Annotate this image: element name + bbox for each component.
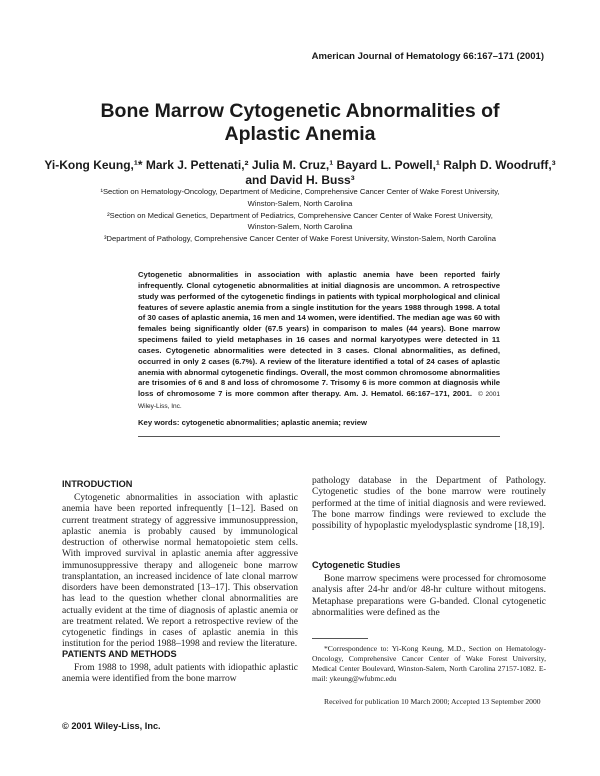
introduction-text: Cytogenetic abnormalities in association with aplastic anemia have been reported infrequently [1–12]. Based on current treatment strategy of aggressive immunosuppression, aplastic anemia is probably caused by immunological destruction of otherwise normal hematopoietic stem cells. With improved survival in aplastic anemia after aggressive immunosuppressive therapy and allogeneic bone marrow transplantation, an increased incidence of late clonal marrow disorders have been demonstrated [13–17]. This observation has lead to the question whether clonal abnormalities are actually evident at the time of diagnosis of aplastic anemia or are treatment related. We report a retrospective review of the cytogenetic findings in cases of aplastic anemia in this institution for the period 1988–1998 and review the literature. — [62, 493, 298, 650]
heading-introduction: INTRODUCTION — [62, 479, 133, 489]
affiliation-line: Winston-Salem, North Carolina — [247, 222, 353, 232]
abstract-text: Cytogenetic abnormalities in association with aplastic anemia have been reported fairly infrequently. Clonal cytogenetic abnormalities at initial diagnosis are uncommon. A retrospective study was performed of the cytogenetic findings in patients with typical morphological and clinical features of severe aplastic anemia from a single institution for the years 1988 through 1998. A total of 30 cases of aplastic anemia, 16 men and 14 women, were identified. The median age was 60 with females being significantly older (67.5 years) in comparison to males (44 years). Bone marrow specimens failed to yield metaphases in 16 cases and normal karyotypes were detected in 11 cases. Cytogenetic abnormalities were detected in 3 cases. Clonal abnormalities, as defined, occurred in only 2 cases (6.7%). A review of the literature identified a total of 24 cases of aplastic anemia with abnormal cytogenetic findings. Overall, the most common chromosome abnormalities are trisomies of 6 and 8 and loss of chromosome 7. Trisomy 6 is more common at diagnosis while loss of chromosome 7 is more common after therapy. Am. J. Hematol. 66:167–171, 2001. — [138, 270, 500, 399]
title-line: Aplastic Anemia — [224, 123, 376, 145]
patients-methods-text: From 1988 to 1998, adult patients with idiopathic aplastic anemia were identified from the bone marrow — [62, 663, 298, 685]
received-dates: Received for publication 10 March 2000; Accepted 13 September 2000 — [324, 697, 541, 706]
affiliations — [0, 186, 600, 245]
patients-methods-continued: pathology database in the Department of Pathology. Cytogenetic studies of the bone marrow were routinely performed at the time of initial diagnosis and were reviewed. The bone marrow findings were reviewed to exclude the possibility of hypoplastic myelodysplastic syndrome [18,19]. — [312, 476, 546, 531]
journal-citation: American Journal of Hematology 66:167–171 (2001) — [311, 51, 544, 62]
affiliation-line: Winston-Salem, North Carolina — [247, 198, 353, 208]
article-title — [0, 100, 600, 146]
footnote-divider — [312, 638, 368, 639]
footer-copyright: © 2001 Wiley-Liss, Inc. — [62, 721, 161, 731]
keywords: Key words: cytogenetic abnormalities; aplastic anemia; review — [138, 418, 367, 427]
keywords-divider — [138, 436, 500, 437]
affiliation-line: ¹Section on Hematology-Oncology, Department of Medicine, Comprehensive Cancer Center of Wake Forest University, — [100, 187, 500, 196]
abstract-copyright: © 2001 Wiley-Liss, Inc. — [138, 391, 500, 411]
author-line: and David H. Buss³ — [245, 173, 355, 187]
correspondence-footnote: *Correspondence to: Yi-Kong Keung, M.D., Section on Hematology-Oncology, Comprehensive Cancer Center of Wake Forest University, Medical Center Boulevard, Winston-Salem, North Carolina 27157-1082. E-mail: ykeung@wfubmc.edu — [312, 644, 546, 684]
abstract — [138, 270, 500, 413]
heading-cytogenetic-studies: Cytogenetic Studies — [312, 560, 401, 570]
author-list — [0, 158, 600, 188]
cytogenetic-studies-text: Bone marrow specimens were processed for chromosome analysis after 24-hr and/or 48-hr culture without mitogens. Metaphase preparations were G-banded. Clonal cytogenetic abnormalities were defined as the — [312, 574, 546, 618]
heading-patients-methods: PATIENTS AND METHODS — [62, 649, 177, 659]
affiliation-line: ²Section on Medical Genetics, Department of Pediatrics, Comprehensive Cancer Center of Wake Forest University, — [107, 210, 493, 220]
affiliation-line: ³Department of Pathology, Comprehensive Cancer Center of Wake Forest University, Winston-Salem, North Carolina — [104, 234, 496, 244]
title-line: Bone Marrow Cytogenetic Abnormalities of — [100, 100, 500, 122]
author-line: Yi-Kong Keung,¹* Mark J. Pettenati,² Julia M. Cruz,¹ Bayard L. Powell,¹ Ralph D. Woodruff,³ — [44, 158, 556, 172]
